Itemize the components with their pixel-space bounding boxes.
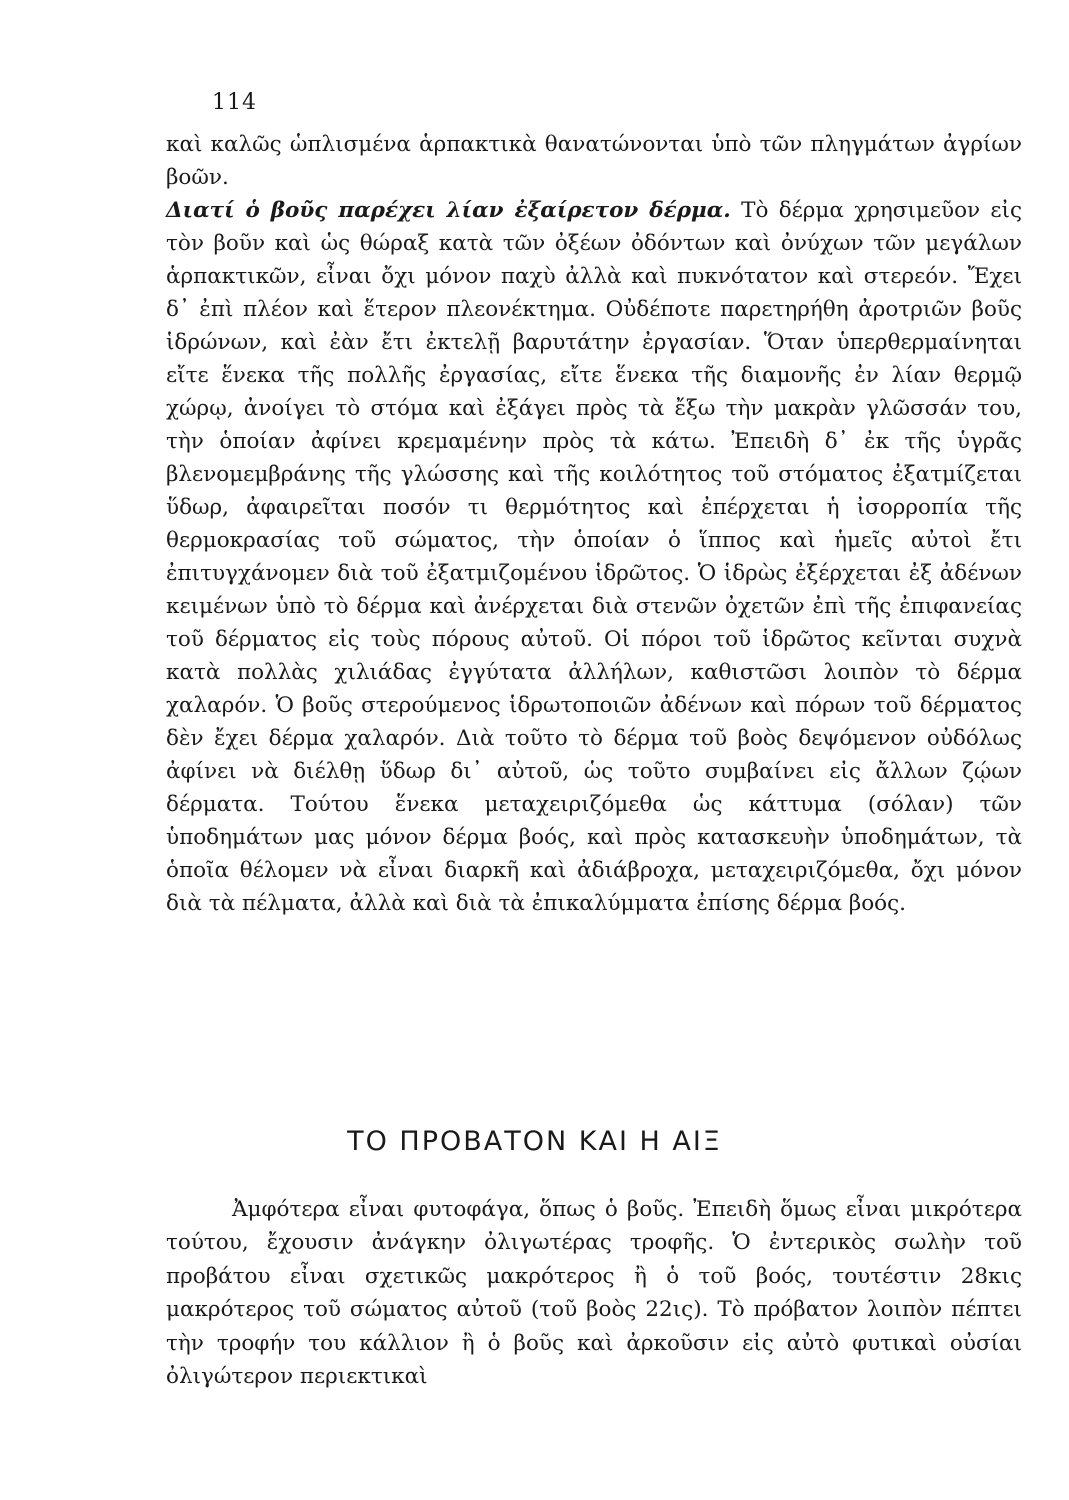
paragraph-sheep-goat: Ἀμφότερα εἶναι φυτοφάγα, ὅπως ὁ βοῦς. Ἐπειδὴ ὅμως εἶναι μικρότερα τούτου, ἔχουσιν ἀνάγκην ὀλιγωτέρας τροφῆς. Ὁ ἐντερικὸς σωλὴν τοῦ προβάτου εἶναι σχετικῶς μακρότερος ἢ ὁ τοῦ βοός, τουτέστιν 28κις μακρότερος τοῦ σώματος αὐτοῦ (τοῦ βοὸς 22ις). Τὸ πρόβατον λοιπὸν πέπτει τὴν τροφήν του κάλλιον ἢ ὁ βοῦς καὶ ἀρκοῦσιν εἰς αὐτὸ φυτικαὶ οὐσίαι ὀλιγώτερον περιεκτικαὶ xyxy=(166,1197,1022,1390)
paragraph-skin-body: Τὸ δέρμα χρησιμεῦον εἰς τὸν βοῦν καὶ ὡς θώραξ κατὰ τῶν ὀξέων ὀδόντων καὶ ὀνύχων τῶν μεγάλων ἁρπακτικῶν, εἶναι ὄχι μόνον παχὺ ἀλλὰ καὶ πυκνότατον καὶ στερεόν. Ἔχει δ᾽ ἐπὶ πλέον καὶ ἕτερον πλεονέκτημα. Οὐδέποτε παρετηρήθη ἀροτριῶν βοῦς ἱδρώνων, καὶ ἐὰν ἔτι ἐκτελῇ βαρυτάτην ἐργασίαν. Ὅταν ὑπερθερμαίνηται εἴτε ἕνεκα τῆς πολλῆς ἐργασίας, εἴτε ἕνεκα τῆς διαμονῆς ἐν λίαν θερμῷ χώρῳ, ἀνοίγει τὸ στόμα καὶ ἐξάγει πρὸς τὰ ἔξω τὴν μακρὰν γλῶσσάν του, τὴν ὁποίαν ἀφίνει κρεμαμένην πρὸς τὰ κάτω. Ἐπειδὴ δ᾽ ἐκ τῆς ὑγρᾶς βλενομεμβράνης τῆς γλώσσης καὶ τῆς κοιλότητος τοῦ στόματος ἐξατμίζεται ὕδωρ, ἀφαιρεῖται ποσόν τι θερμότητος καὶ ἐπέρχεται ἡ ἰσορροπία τῆς θερμοκρασίας τοῦ σώματος, τὴν ὁποίαν ὁ ἵππος καὶ ἡμεῖς αὐτοὶ ἔτι ἐπιτυγχάνομεν διὰ τοῦ ἐξατμιζομένου ἱδρῶτος. Ὁ ἱδρὼς ἐξέρχεται ἐξ ἀδένων κειμένων ὑπὸ τὸ δέρμα καὶ ἀνέρχεται διὰ στενῶν ὀχετῶν ἐπὶ τῆς ἐπιφανείας τοῦ δέρματος εἰς τοὺς πόρους αὐτοῦ. Οἱ πόροι τοῦ ἱδρῶτος κεῖνται συχνὰ κατὰ πολλὰς χιλιάδας ἐγγύτατα ἀλλήλων, καθιστῶσι λοιπὸν τὸ δέρμα χαλαρόν. Ὁ βοῦς στερούμενος ἱδρωτοποιῶν ἀδένων καὶ πόρων τοῦ δέρματος δὲν ἔχει δέρμα χαλαρόν. Διὰ τοῦτο τὸ δέρμα τοῦ βοὸς δεψόμενον οὐδόλως ἀφίνει νὰ διέλθῃ ὕδωρ δι᾽ αὐτοῦ, ὡς τοῦτο συμβαίνει εἰς ἄλλων ζῴων δέρματα. Τούτου ἕνεκα μεταχειριζόμεθα ὡς κάττυμα (σόλαν) τῶν ὑποδημάτων μας μόνον δέρμα βοός, καὶ πρὸς κατασκευὴν ὑποδημάτων, τὰ ὁποῖα θέλομεν νὰ εἶναι διαρκῆ καὶ ἀδιάβροχα, μεταχειριζόμεθα, ὄχι μόνον διὰ τὰ πέλματα, ἀλλὰ καὶ διὰ τὰ ἐπικαλύμματα ἐπίσης δέρμα βοός. xyxy=(166,198,1023,916)
page-number: 114 xyxy=(212,90,257,115)
body-text-lower xyxy=(166,1193,1022,1393)
section-title: ΤΟ ΠΡΟΒΑΤΟΝ ΚΑΙ Η ΑΙΞ xyxy=(347,1126,722,1157)
body-text-upper xyxy=(166,128,1022,920)
paragraph-lead-heading: Διατί ὁ βοῦς παρέχει λίαν ἐξαίρετον δέρμα. xyxy=(166,198,731,223)
paragraph-skin xyxy=(166,194,1022,920)
paragraph-continuation: καὶ καλῶς ὡπλισμένα ἁρπακτικὰ θανατώνονται ὑπὸ τῶν πληγμάτων ἀγρίων βοῶν. xyxy=(166,132,1022,190)
